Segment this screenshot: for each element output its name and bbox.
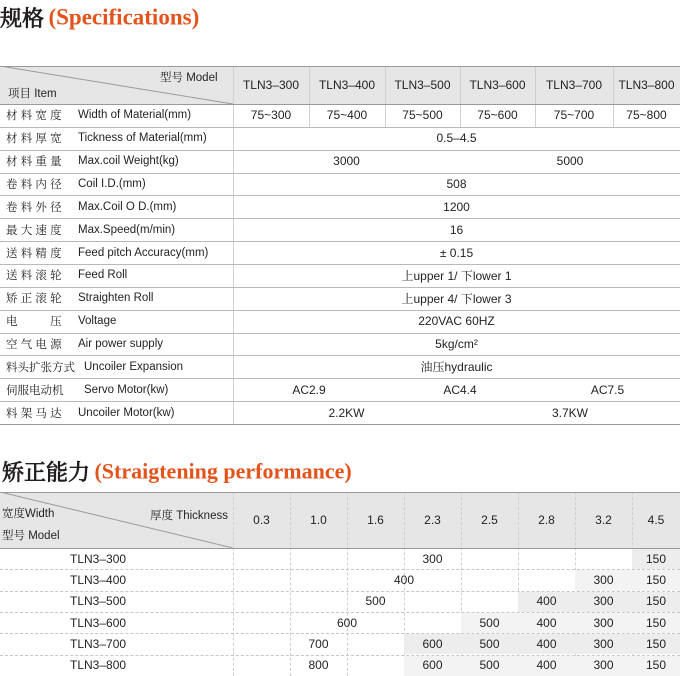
perf-row-model: TLN3–600 [70, 615, 127, 630]
spec-row-value: AC4.4 [443, 382, 477, 397]
spec-row-label-en: Max.Coil O D.(mm) [78, 200, 177, 213]
perf-row-value: 500 [479, 615, 500, 630]
spec-row [0, 150, 680, 173]
perf-header-thickness: 1.0 [310, 513, 327, 527]
perf-row-value: 300 [593, 636, 614, 651]
spec-row-label-en: Coil I.D.(mm) [78, 177, 146, 190]
spec-row-label [0, 378, 233, 401]
spec-row-label-en: Servo Motor(kw) [84, 383, 169, 396]
perf-row [0, 569, 680, 590]
spec-row-value: AC7.5 [590, 382, 625, 397]
perf-header-thickness: 0.3 [253, 513, 270, 527]
perf-title [2, 456, 352, 486]
spec-row-label-cn: 电 压 [6, 316, 65, 329]
spec-row-value: 75~400 [326, 108, 368, 123]
perf-row-model: TLN3–800 [70, 658, 127, 673]
perf-row-value: 400 [536, 615, 557, 630]
perf-row [0, 655, 680, 676]
spec-row-label-en: Feed Roll [78, 269, 128, 282]
spec-row [0, 127, 680, 150]
spec-row-label-cn: 送料滚轮 [6, 270, 65, 283]
spec-row-label-cn: 料头扩张方式 [6, 361, 75, 374]
spec-row-label [0, 173, 233, 196]
spec-header-item-label: 项目 Item [8, 88, 57, 100]
spec-row-value: 3.7KW [551, 405, 588, 420]
perf-row-model: TLN3–700 [70, 636, 127, 651]
perf-row-value: 300 [593, 658, 614, 673]
spec-row-label-en: Feed pitch Accuracy(mm) [78, 246, 209, 259]
spec-row-label-cn: 材料宽度 [6, 110, 65, 123]
spec-header-model: TLN3–800 [618, 78, 675, 92]
spec-row-label [0, 195, 233, 218]
spec-header-model: TLN3–700 [545, 78, 603, 92]
spec-row-value: 75~500 [402, 108, 443, 123]
perf-top-rule [0, 492, 680, 493]
spec-row [0, 195, 680, 218]
perf-row-model: TLN3–500 [70, 594, 127, 609]
spec-row-value: 2.2KW [328, 405, 365, 420]
spec-row-value: 16 [449, 222, 464, 237]
spec-row-label-cn: 伺服电动机 [6, 384, 64, 397]
spec-row [0, 378, 680, 401]
spec-header-model: TLN3–500 [394, 78, 451, 92]
perf-row-value: 400 [536, 594, 557, 609]
spec-row-label-cn: 料架马达 [6, 407, 65, 420]
perf-row-value: 400 [536, 636, 557, 651]
perf-row [0, 633, 680, 654]
spec-row-value: 508 [446, 176, 467, 191]
spec-row-label [0, 355, 233, 378]
perf-row-value: 500 [365, 594, 386, 609]
spec-row-label [0, 150, 233, 173]
spec-row-value: 5000 [556, 154, 584, 169]
spec-row-value: 3000 [333, 154, 360, 169]
perf-row-value: 600 [422, 636, 443, 651]
perf-header-thickness: 2.3 [424, 513, 441, 527]
spec-table [0, 66, 680, 424]
perf-header-width-label: 宽度Width [2, 508, 55, 520]
spec-row [0, 287, 680, 310]
perf-row-value: 500 [479, 658, 500, 673]
spec-row-label-cn: 送料精度 [6, 247, 65, 260]
spec-row-label-cn: 材料重量 [6, 156, 65, 169]
spec-title-en: (Specifications) [48, 4, 200, 30]
spec-row-label-en: Air power supply [78, 337, 164, 350]
perf-row-value: 300 [593, 594, 614, 609]
spec-row [0, 218, 680, 241]
perf-row-value: 150 [645, 551, 667, 566]
perf-row [0, 612, 680, 633]
perf-header-model-label: 型号 Model [2, 530, 60, 542]
spec-row-value: 5kg/cm² [435, 336, 478, 351]
perf-header-thickness: 1.6 [367, 513, 384, 527]
spec-row-label [0, 241, 233, 264]
spec-title [0, 2, 199, 32]
spec-row-value: 75~700 [553, 108, 595, 123]
perf-row-value: 700 [308, 636, 329, 651]
spec-row [0, 401, 680, 424]
spec-row-value: 75~600 [477, 108, 518, 123]
perf-header-thickness: 4.5 [647, 513, 665, 527]
spec-row [0, 264, 680, 287]
spec-title-cn: 规格 [0, 7, 45, 32]
spec-row-label [0, 104, 233, 127]
perf-row-value: 800 [308, 658, 329, 673]
spec-row-value: 上upper 4/ 下lower 3 [401, 291, 512, 306]
perf-row-value: 400 [536, 658, 557, 673]
spec-row [0, 333, 680, 356]
perf-row [0, 591, 680, 612]
spec-row-label-en: Width of Material(mm) [78, 109, 192, 122]
spec-row [0, 173, 680, 196]
spec-row-label-en: Uncoiler Motor(kw) [78, 406, 175, 419]
spec-row-value: 75~800 [626, 108, 667, 123]
perf-row-value: 150 [645, 615, 667, 630]
perf-row-value: 300 [422, 551, 443, 566]
spec-row-label-cn: 空气电源 [6, 338, 65, 351]
spec-row-label-en: Straighten Roll [78, 292, 154, 305]
perf-row-value: 600 [336, 615, 358, 630]
perf-table [0, 492, 680, 676]
spec-row-label-cn: 矫正滚轮 [6, 293, 65, 306]
spec-row-label [0, 218, 233, 241]
spec-row-label [0, 310, 233, 333]
perf-row-value: 500 [479, 636, 500, 651]
perf-row-value: 150 [645, 658, 667, 673]
perf-header-thickness: 3.2 [595, 513, 612, 527]
perf-title-en: (Straigtening performance) [94, 458, 352, 484]
spec-row-label-en: Max.coil Weight(kg) [78, 155, 179, 168]
spec-row-label [0, 333, 233, 356]
spec-row-value: 220VAC 60HZ [418, 314, 495, 329]
spec-row [0, 104, 680, 127]
perf-row [0, 548, 680, 569]
spec-row-label [0, 264, 233, 287]
spec-top-rule [0, 66, 680, 67]
perf-title-cn: 矫正能力 [2, 461, 91, 486]
spec-row-label [0, 287, 233, 310]
perf-row-value: 150 [645, 572, 667, 587]
perf-row-value: 150 [645, 636, 667, 651]
spec-row-value: ± 0.15 [439, 245, 474, 260]
perf-header-thickness: 2.8 [538, 513, 555, 527]
spec-header-model: TLN3–300 [242, 78, 300, 92]
spec-row-value: 1200 [443, 199, 470, 214]
spec-row-value: 75~300 [250, 108, 292, 123]
spec-row-label [0, 127, 233, 150]
perf-row-value: 300 [593, 572, 614, 587]
perf-row-value: 150 [645, 594, 667, 609]
spec-row-rule [0, 424, 680, 425]
perf-row-model: TLN3–300 [70, 551, 127, 566]
spec-header-model-label: 型号 Model [160, 72, 218, 84]
spec-header-model: TLN3–600 [469, 78, 526, 92]
spec-row-value: 油压hydraulic [420, 360, 493, 375]
perf-header-thickness: 2.5 [481, 513, 498, 527]
spec-row-label-cn: 卷料内径 [6, 178, 65, 191]
spec-row-label-en: Voltage [78, 315, 117, 328]
spec-header-model: TLN3–400 [318, 78, 376, 92]
spec-row [0, 310, 680, 333]
spec-row-label-cn: 最大速度 [6, 224, 65, 237]
spec-row-label-en: Max.Speed(m/min) [78, 223, 176, 236]
perf-row-model: TLN3–400 [70, 572, 127, 587]
perf-row-value: 600 [422, 658, 443, 673]
spec-row-value: 上upper 1/ 下lower 1 [401, 268, 512, 283]
spec-row-label [0, 401, 233, 424]
spec-row-value: AC2.9 [292, 382, 326, 397]
spec-row [0, 355, 680, 378]
spec-row-label-en: Tickness of Material(mm) [78, 132, 207, 145]
perf-header-thickness-label: 厚度 Thickness [150, 510, 228, 522]
spec-row [0, 241, 680, 264]
spec-row-label-cn: 卷料外径 [6, 201, 65, 214]
spec-row-label-cn: 材料厚宽 [6, 133, 65, 146]
perf-row-value: 300 [593, 615, 614, 630]
perf-row-value: 400 [393, 572, 415, 587]
spec-row-label-en: Uncoiler Expansion [84, 360, 184, 373]
spec-row-value: 0.5–4.5 [436, 131, 477, 146]
